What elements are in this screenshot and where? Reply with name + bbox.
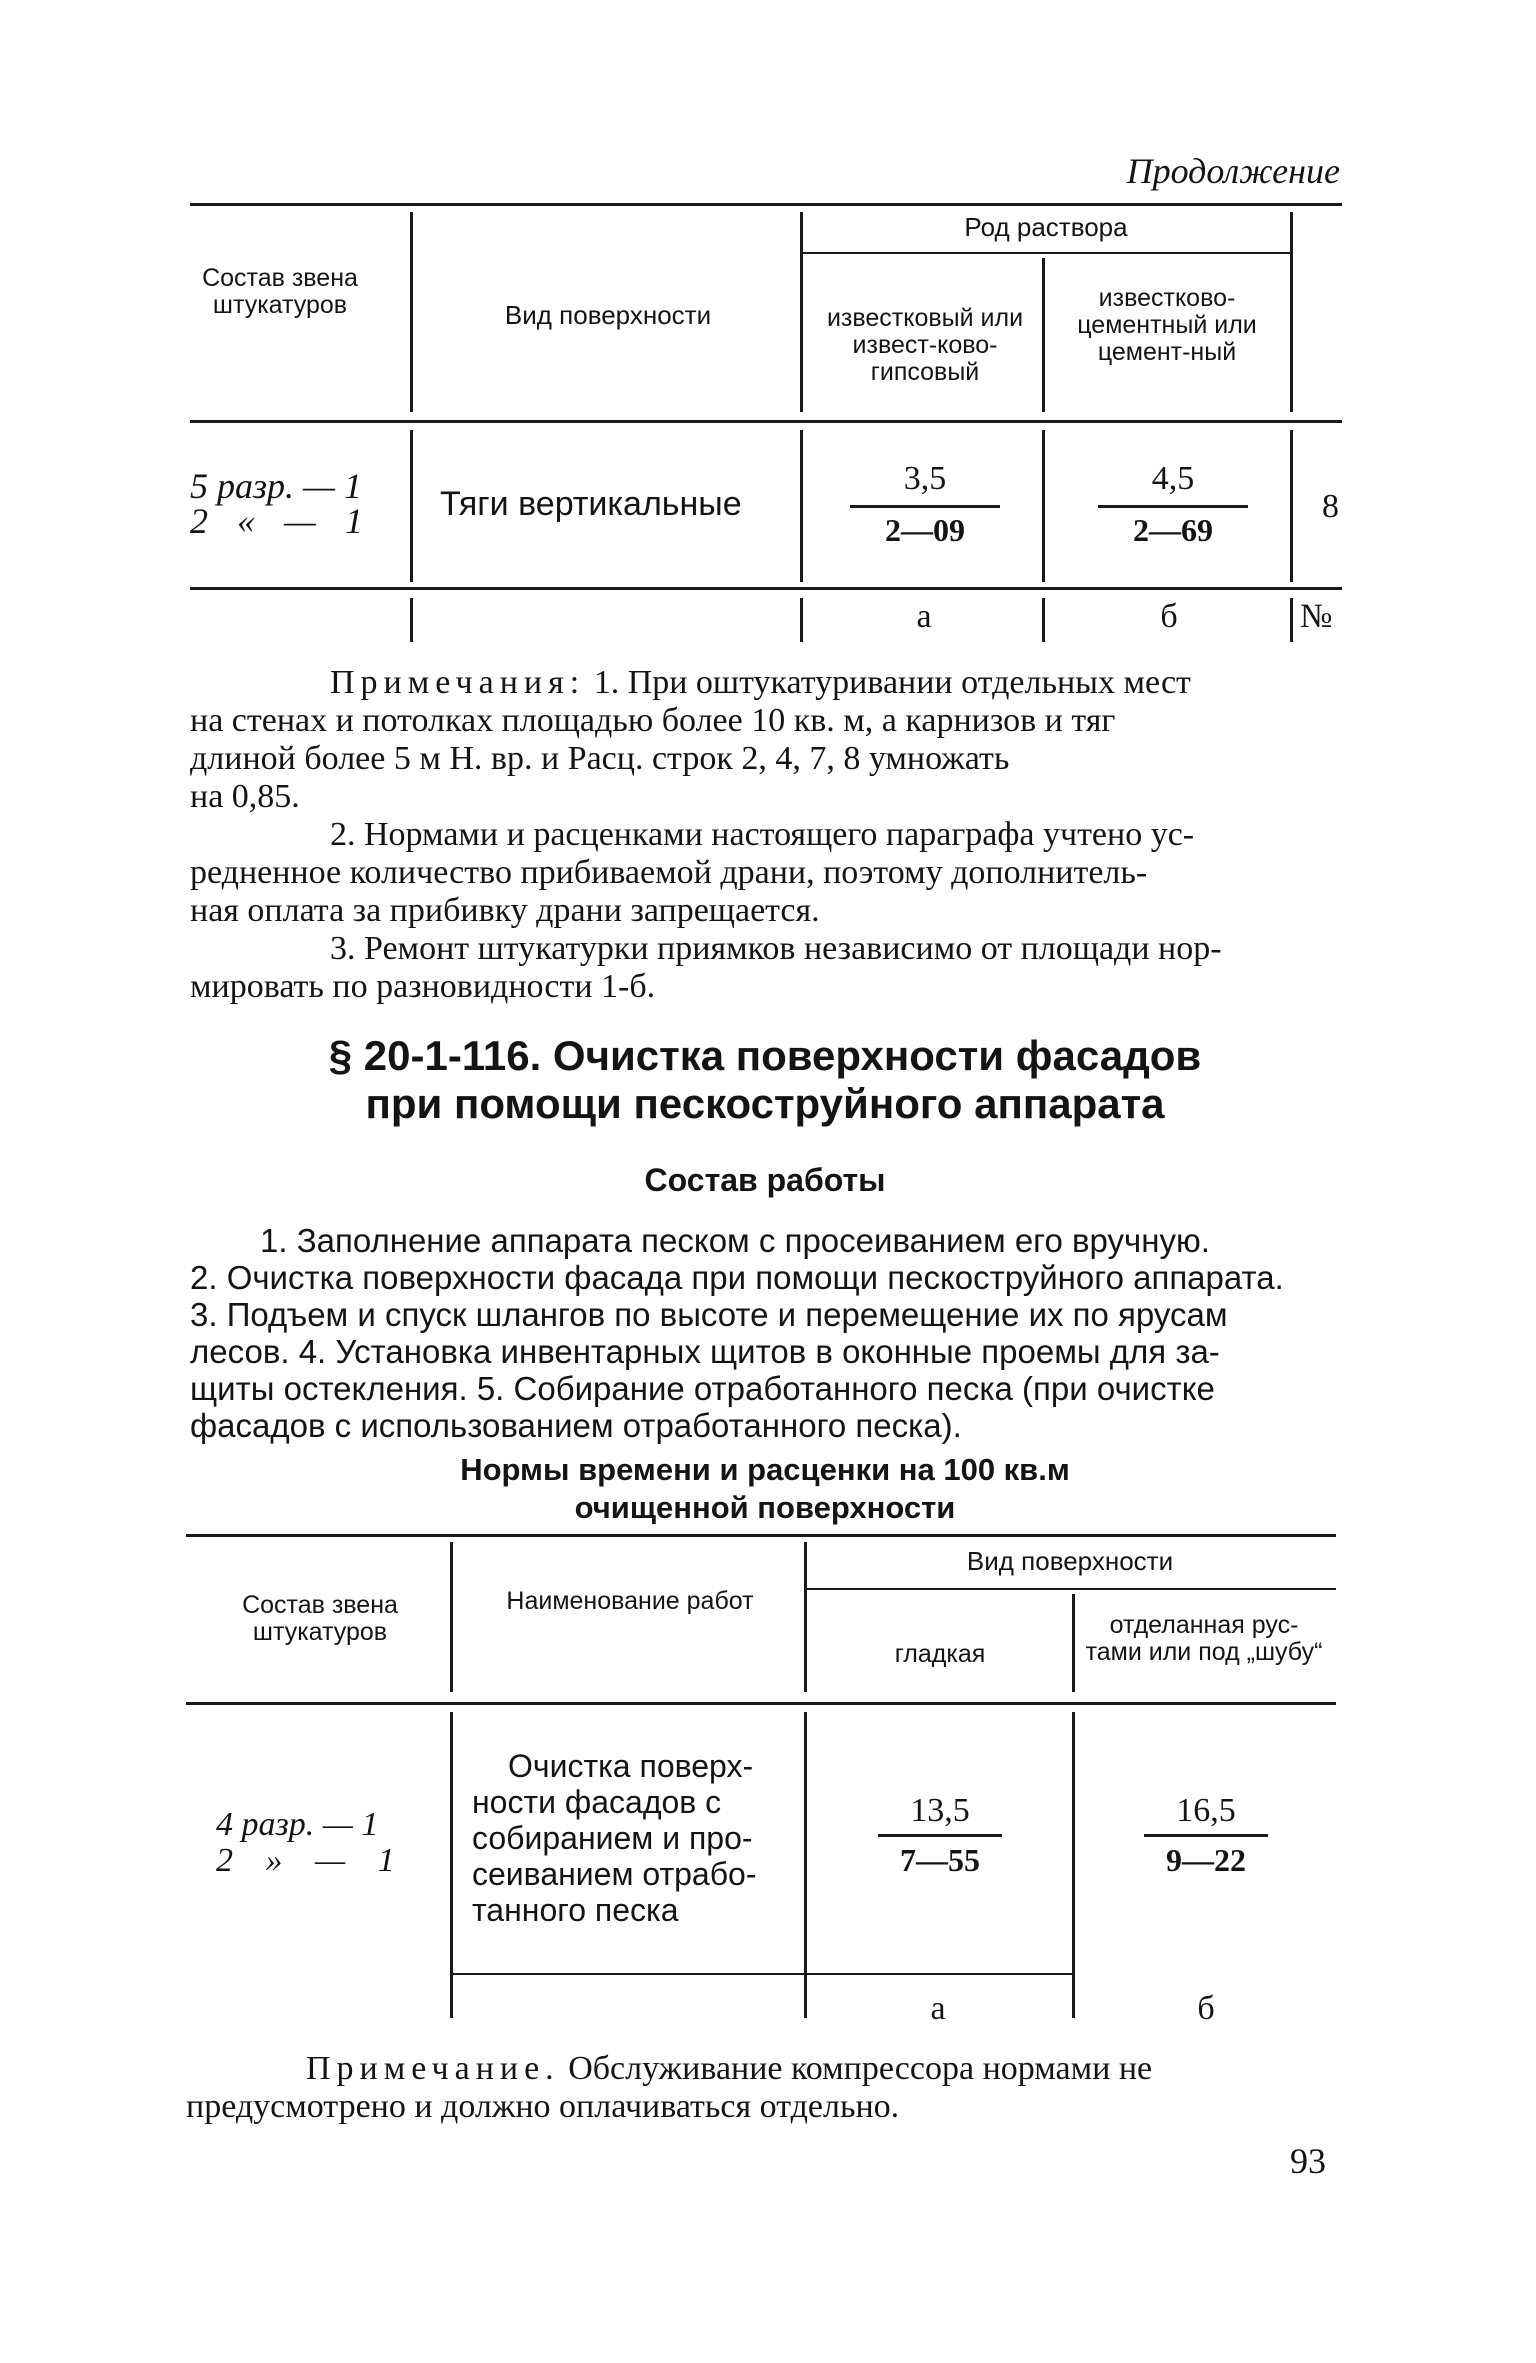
table2-work-line3: собиранием и про- bbox=[472, 1820, 753, 1856]
table1-crew-line1: 5 разр. — 1 bbox=[190, 466, 363, 506]
table1-a-fraction-line bbox=[850, 505, 1000, 508]
table1-vline bbox=[410, 212, 413, 412]
table2-header-rule bbox=[186, 1702, 1336, 1705]
table2-work-line5: танного песка bbox=[472, 1892, 679, 1928]
table1-crew-line2: 2 « — 1 bbox=[190, 501, 364, 541]
table1-b-top: 4,5 bbox=[1151, 460, 1195, 497]
norms-heading-line1: Нормы времени и расценки на 100 кв.м bbox=[460, 1452, 1070, 1487]
table1-vline bbox=[410, 430, 413, 582]
table2-header-crew: Состав звена штукатуров bbox=[242, 1591, 398, 1646]
table1-vline bbox=[1290, 598, 1293, 642]
table2-a-bottom: 7—55 bbox=[900, 1842, 980, 1878]
table2-b-fraction-line bbox=[1144, 1834, 1268, 1837]
work-line6: фасадов с использованием отработанного песка). bbox=[190, 1407, 962, 1444]
table1-vline bbox=[1042, 598, 1045, 642]
notes1-n2-line1: 2. Нормами и расценками настоящего параграфа учтено ус- bbox=[330, 816, 1195, 853]
table2-surface-rule bbox=[806, 1588, 1336, 1590]
table1-vline bbox=[1290, 212, 1293, 412]
table1-vline bbox=[1042, 258, 1045, 412]
table2-vline bbox=[804, 1542, 807, 1692]
work-composition-heading: Состав работы bbox=[644, 1162, 886, 1198]
table2-a-top: 13,5 bbox=[910, 1792, 970, 1829]
table1-body-rule bbox=[190, 587, 1342, 590]
table2-header-surface: Вид поверхности bbox=[966, 1546, 1174, 1576]
table2-vline bbox=[804, 1712, 807, 2018]
notes2-line2: предусмотрено и должно оплачиваться отдельно. bbox=[186, 2088, 900, 2125]
table1-footer-a: а bbox=[916, 598, 932, 635]
table2-header-col-a: гладкая bbox=[894, 1640, 986, 1668]
table1-b-bottom: 2—69 bbox=[1133, 512, 1213, 548]
norms-heading-line2: очищенной поверхности bbox=[574, 1490, 956, 1525]
work-line1: 1. Заполнение аппарата песком с просеиванием его вручную. bbox=[260, 1222, 1210, 1259]
table1-vline bbox=[800, 212, 803, 412]
table1-surface-value: Тяги вертикальные bbox=[440, 485, 742, 523]
table2-a-fraction-line bbox=[878, 1834, 1002, 1837]
table1-mortar-rule bbox=[800, 252, 1290, 254]
work-line2: 2. Очистка поверхности фасада при помощи пескоструйного аппарата. bbox=[190, 1259, 1284, 1296]
notes1-n3-line2: мировать по разновидности 1-б. bbox=[190, 968, 656, 1005]
notes-1 bbox=[190, 664, 1340, 1006]
table2-vline bbox=[1072, 1712, 1075, 2018]
work-line4: лесов. 4. Установка инвентарных щитов в оконные проемы для за- bbox=[190, 1333, 1220, 1370]
table1-footer-b: б bbox=[1160, 598, 1178, 635]
table2-b-bottom: 9—22 bbox=[1166, 1842, 1246, 1878]
work-composition bbox=[190, 1222, 1340, 1444]
notes1-n1-line1: 1. При оштукатуривании отдельных мест bbox=[593, 664, 1191, 701]
table2-vline bbox=[450, 1542, 453, 1692]
table1-vline bbox=[800, 598, 803, 642]
table1-vline bbox=[1042, 430, 1045, 582]
table1-vline bbox=[800, 430, 803, 582]
table2-header-col-b: отделанная рус-тами или под „шубу“ bbox=[1085, 1611, 1323, 1666]
table2-work-line1: Очистка поверх- bbox=[508, 1748, 754, 1784]
table1-vline bbox=[410, 598, 413, 642]
work-line3: 3. Подъем и спуск шлангов по высоте и перемещение их по ярусам bbox=[190, 1296, 1228, 1333]
notes1-n1-line2: на стенах и потолках площадью более 10 кв. м, а карнизов и тяг bbox=[190, 702, 1116, 739]
notes1-n3-line1: 3. Ремонт штукатурки приямков независимо от площади нор- bbox=[330, 930, 1222, 967]
table1-footer-no: № bbox=[1300, 598, 1333, 635]
notes2-line1: Обслуживание компрессора нормами не bbox=[568, 2050, 1153, 2087]
table1-header-crew: Состав звена штукатуров bbox=[202, 264, 358, 319]
table1-header-col-b: известково-цементный или цемент-ный bbox=[1077, 284, 1257, 366]
table2-work-name bbox=[472, 1748, 792, 1928]
notes2-label: Примечание. bbox=[306, 2050, 560, 2087]
table2-footer-b: б bbox=[1197, 1990, 1215, 2027]
table1-header-surface: Вид поверхности bbox=[504, 300, 712, 330]
notes1-label: Примечания: bbox=[330, 664, 586, 701]
table2-body-rule bbox=[452, 1973, 1072, 1975]
continuation-label: Продолжение bbox=[1126, 151, 1340, 191]
notes1-n1-line3: длиной более 5 м Н. вр. и Расц. строк 2, 4, 7, 8 умножать bbox=[190, 740, 1010, 777]
table2-work-line2: ности фасадов с bbox=[472, 1784, 722, 1820]
notes1-n1-line4: на 0,85. bbox=[190, 778, 300, 815]
table2-work-line4: сеиванием отрабо- bbox=[472, 1856, 757, 1892]
table2-b-top: 16,5 bbox=[1176, 1792, 1236, 1829]
table2-header-work: Наименование работ bbox=[506, 1587, 754, 1615]
section-title-line1: § 20-1-116. Очистка поверхности фасадов bbox=[328, 1032, 1202, 1079]
notes1-n2-line3: ная оплата за прибивку драни запрещается. bbox=[190, 892, 820, 929]
table1-top-rule bbox=[190, 203, 1342, 206]
table2-crew-line2: 2 » — 1 bbox=[216, 1842, 395, 1879]
section-title-line2: при помощи пескоструйного аппарата bbox=[365, 1080, 1165, 1127]
table1-header-col-a: известковый или извест-ково-гипсовый bbox=[826, 304, 1024, 386]
table1-vline bbox=[1290, 430, 1293, 582]
table1-a-bottom: 2—09 bbox=[885, 512, 965, 548]
table1-header-rule bbox=[190, 420, 1342, 423]
table2-footer-a: а bbox=[930, 1990, 946, 2027]
table2-vline bbox=[450, 1712, 453, 2018]
work-line5: щиты остекления. 5. Собирание отработанного песка (при очистке bbox=[190, 1370, 1215, 1407]
table2-top-rule bbox=[186, 1534, 1336, 1537]
notes-2 bbox=[186, 2050, 1336, 2126]
table1-b-fraction-line bbox=[1098, 505, 1248, 508]
table2-vline bbox=[1072, 1594, 1075, 1692]
notes1-n2-line2: редненное количество прибиваемой драни, поэтому дополнитель- bbox=[190, 854, 1148, 891]
table1-row-number: 8 bbox=[1322, 488, 1339, 525]
table1-a-top: 3,5 bbox=[903, 460, 947, 497]
page-number: 93 bbox=[1290, 2141, 1326, 2181]
table2-crew-line1: 4 разр. — 1 bbox=[216, 1806, 379, 1843]
table1-header-mortar: Род раствора bbox=[964, 212, 1128, 242]
